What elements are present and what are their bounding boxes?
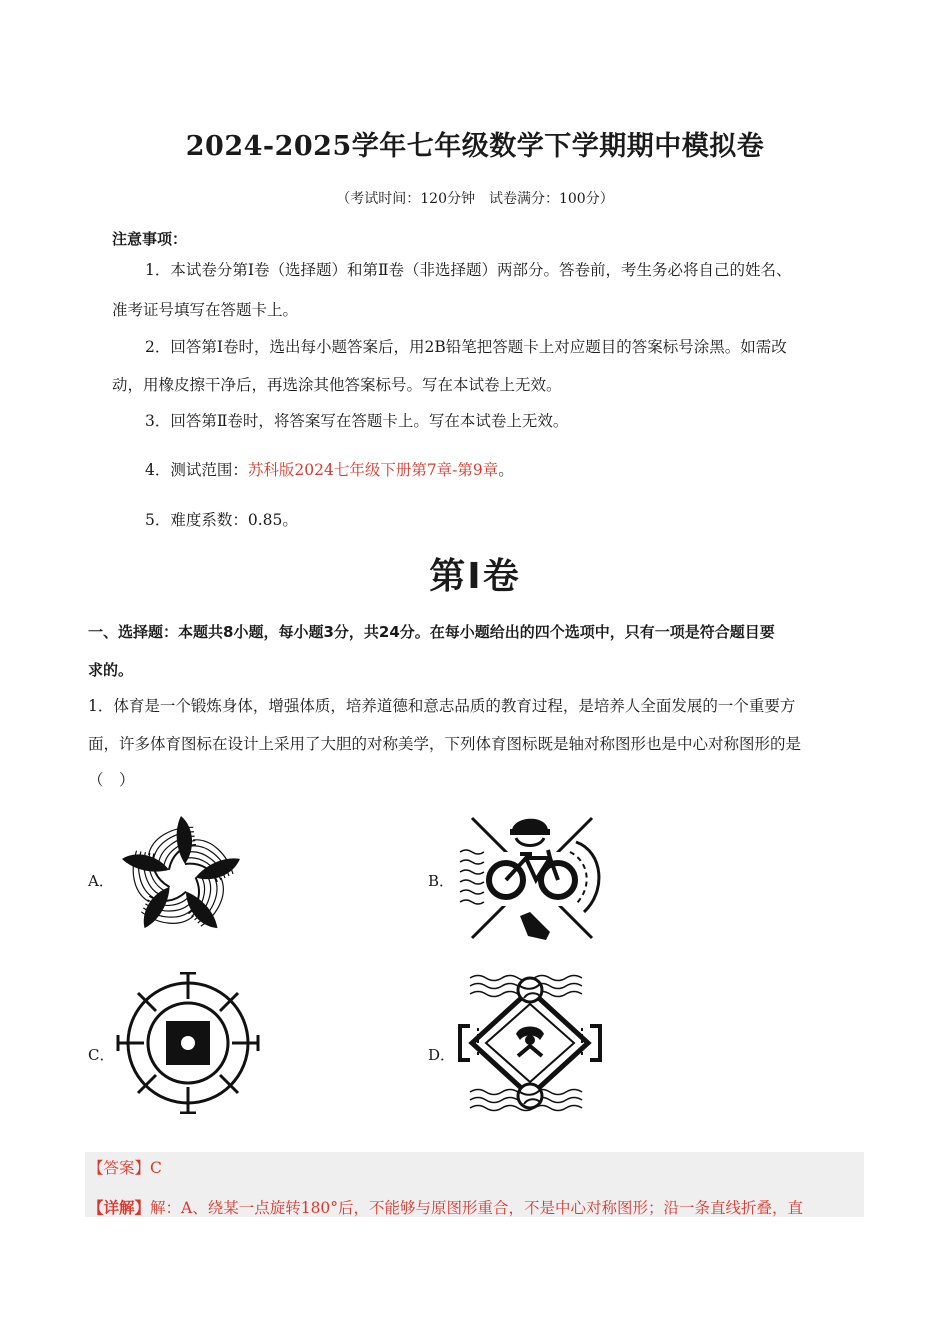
notice-item-4: [145, 452, 514, 489]
volleyball-court-icon: [456, 970, 604, 1120]
question-1-blank: （ ）: [88, 771, 135, 789]
answer-value: C: [150, 1159, 162, 1177]
notice-item-3: 3．回答第Ⅱ卷时，将答案写在答题卡上。写在本试卷上无效。: [145, 412, 569, 430]
section-title: 第Ⅰ卷: [429, 556, 521, 597]
question-1-line-1: 1．体育是一个锻炼身体，增强体质，培养道德和意志品质的教育过程，是培养人全面发展的一个重要方: [88, 697, 796, 715]
cycling-icon: [458, 812, 606, 948]
notice-item-5: 5．难度系数：0.85。: [145, 511, 298, 529]
notice-heading: 注意事项：: [112, 230, 188, 248]
answer-label: 【答案】: [88, 1159, 151, 1177]
answer-detail-line: [88, 1196, 803, 1218]
pinwheel-icon: [116, 812, 246, 948]
exam-info: （考试时间：120分钟 试卷满分：100分）: [336, 191, 614, 207]
option-b-label: B．: [428, 872, 455, 890]
option-a-label: A．: [88, 872, 114, 890]
target-icon: [116, 972, 260, 1118]
notice-item-1-line-2: 准考证号填写在答题卡上。: [112, 301, 299, 319]
section-1-heading-line-2: 求的。: [88, 661, 134, 679]
answer-line: [88, 1156, 162, 1178]
option-d-label: D．: [428, 1046, 456, 1064]
notice-item-1-line-1: 1．本试卷分第Ⅰ卷（选择题）和第Ⅱ卷（非选择题）两部分。答卷前，考生务必将自己的姓名、: [145, 261, 792, 279]
page-title: 2024-2025学年七年级数学下学期期中模拟卷: [185, 131, 765, 162]
answer-detail-label: 【详解】: [88, 1199, 151, 1217]
notice-item-4-prefix: 4．测试范围：: [145, 461, 248, 479]
notice-item-4-suffix: 。: [498, 461, 514, 479]
question-1-line-2: 面，许多体育图标在设计上采用了大胆的对称美学，下列体育图标既是轴对称图形也是中心对称图形的是: [88, 735, 802, 753]
test-range: 苏科版2024七年级下册第7章-第9章: [247, 461, 499, 479]
notice-item-2-line-2: 动，用橡皮擦干净后，再选涂其他答案标号。写在本试卷上无效。: [112, 376, 562, 394]
section-1-heading-line-1: 一、选择题：本题共8小题，每小题3分，共24分。在每小题给出的四个选项中，只有一项是符合题目要: [88, 623, 775, 641]
notice-item-2-line-1: 2．回答第Ⅰ卷时，选出每小题答案后，用2B铅笔把答题卡上对应题目的答案标号涂黑。如需改: [145, 338, 787, 356]
option-c-label: C．: [88, 1046, 115, 1064]
answer-detail-text: 解：A、绕某一点旋转180°后，不能够与原图形重合，不是中心对称图形；沿一条直线折叠，直: [150, 1199, 804, 1217]
